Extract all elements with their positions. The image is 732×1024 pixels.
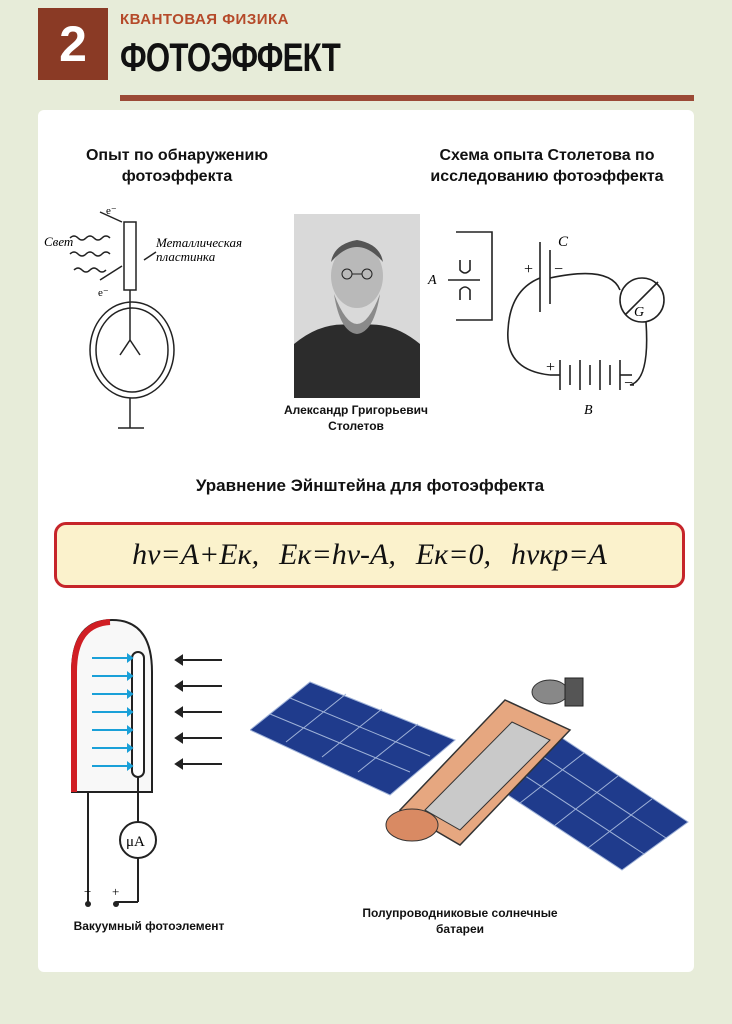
- electron-label-top: e⁻: [106, 205, 117, 217]
- label-g: G: [634, 305, 645, 320]
- equation-1: hν=A+Eк,: [132, 538, 260, 571]
- equation-4: hνкр=A: [510, 538, 607, 571]
- portrait-name-line2: Столетов: [328, 418, 384, 433]
- light-wave-1: [70, 236, 110, 240]
- plate-label-line1: Металлическая: [156, 235, 242, 250]
- label-a: A: [428, 273, 437, 288]
- scheme-title: [406, 146, 688, 188]
- anode: [132, 652, 144, 777]
- plate-label-line2: пластинка: [156, 249, 216, 264]
- portrait-caption: [272, 403, 440, 434]
- page-title: ФОТОЭФФЕКТ: [120, 36, 340, 80]
- solar-caption-line2: батареи: [435, 921, 485, 936]
- experiment-title-line1: Опыт по обнаружению: [85, 147, 268, 164]
- stoletov-portrait: [294, 214, 420, 398]
- satellite-illustration: [250, 660, 690, 890]
- section-number-badge: 2: [38, 8, 108, 80]
- incident-light-arrows: [176, 656, 222, 768]
- light-wave-2: [70, 252, 110, 256]
- metal-plate-shape: [124, 222, 136, 290]
- experiment-title-line2: фотоэффекта: [121, 167, 233, 185]
- solar-caption: [330, 906, 590, 937]
- minus-b: −: [624, 375, 634, 392]
- light-label: Свет: [44, 234, 74, 249]
- microammeter-label: μA: [126, 834, 145, 850]
- light-box: [456, 232, 492, 320]
- wire-left: [508, 278, 550, 375]
- electroscope-diagram: [40, 200, 290, 440]
- plus-c: +: [524, 261, 534, 278]
- light-wave-3: [74, 268, 106, 272]
- scheme-title-line1: Схема опыта Столетова по: [439, 147, 655, 164]
- minus-c: −: [554, 261, 564, 278]
- header-rule: [120, 95, 694, 101]
- portrait-name-line1: Александр Григорьевич: [284, 403, 428, 417]
- vacuum-photocell-diagram: [52, 612, 242, 912]
- subject-title: КВАНТОВАЯ ФИЗИКА: [120, 11, 289, 28]
- equation-3: Eк=0,: [415, 538, 491, 571]
- equation-title: Уравнение Эйнштейна для фотоэффекта: [195, 476, 545, 495]
- experiment-title: [60, 146, 294, 188]
- electroscope-body: [90, 302, 174, 398]
- scheme-title-line2: исследованию фотоэффекта: [430, 167, 664, 185]
- plus-terminal: +: [112, 884, 120, 899]
- einstein-equation-box: [54, 522, 685, 588]
- electron-label-bottom: e⁻: [98, 287, 109, 299]
- label-c: C: [558, 234, 569, 250]
- plus-b: +: [546, 359, 556, 376]
- equation-2: Eк=hν-A,: [279, 538, 396, 571]
- vacuum-caption: Вакуумный фотоэлемент: [73, 919, 225, 933]
- label-b: B: [584, 403, 593, 418]
- solar-caption-line1: Полупроводниковые солнечные: [362, 906, 558, 920]
- stoletov-circuit: [420, 220, 692, 430]
- solar-panel-left: [250, 682, 455, 795]
- minus-terminal: −: [84, 884, 92, 899]
